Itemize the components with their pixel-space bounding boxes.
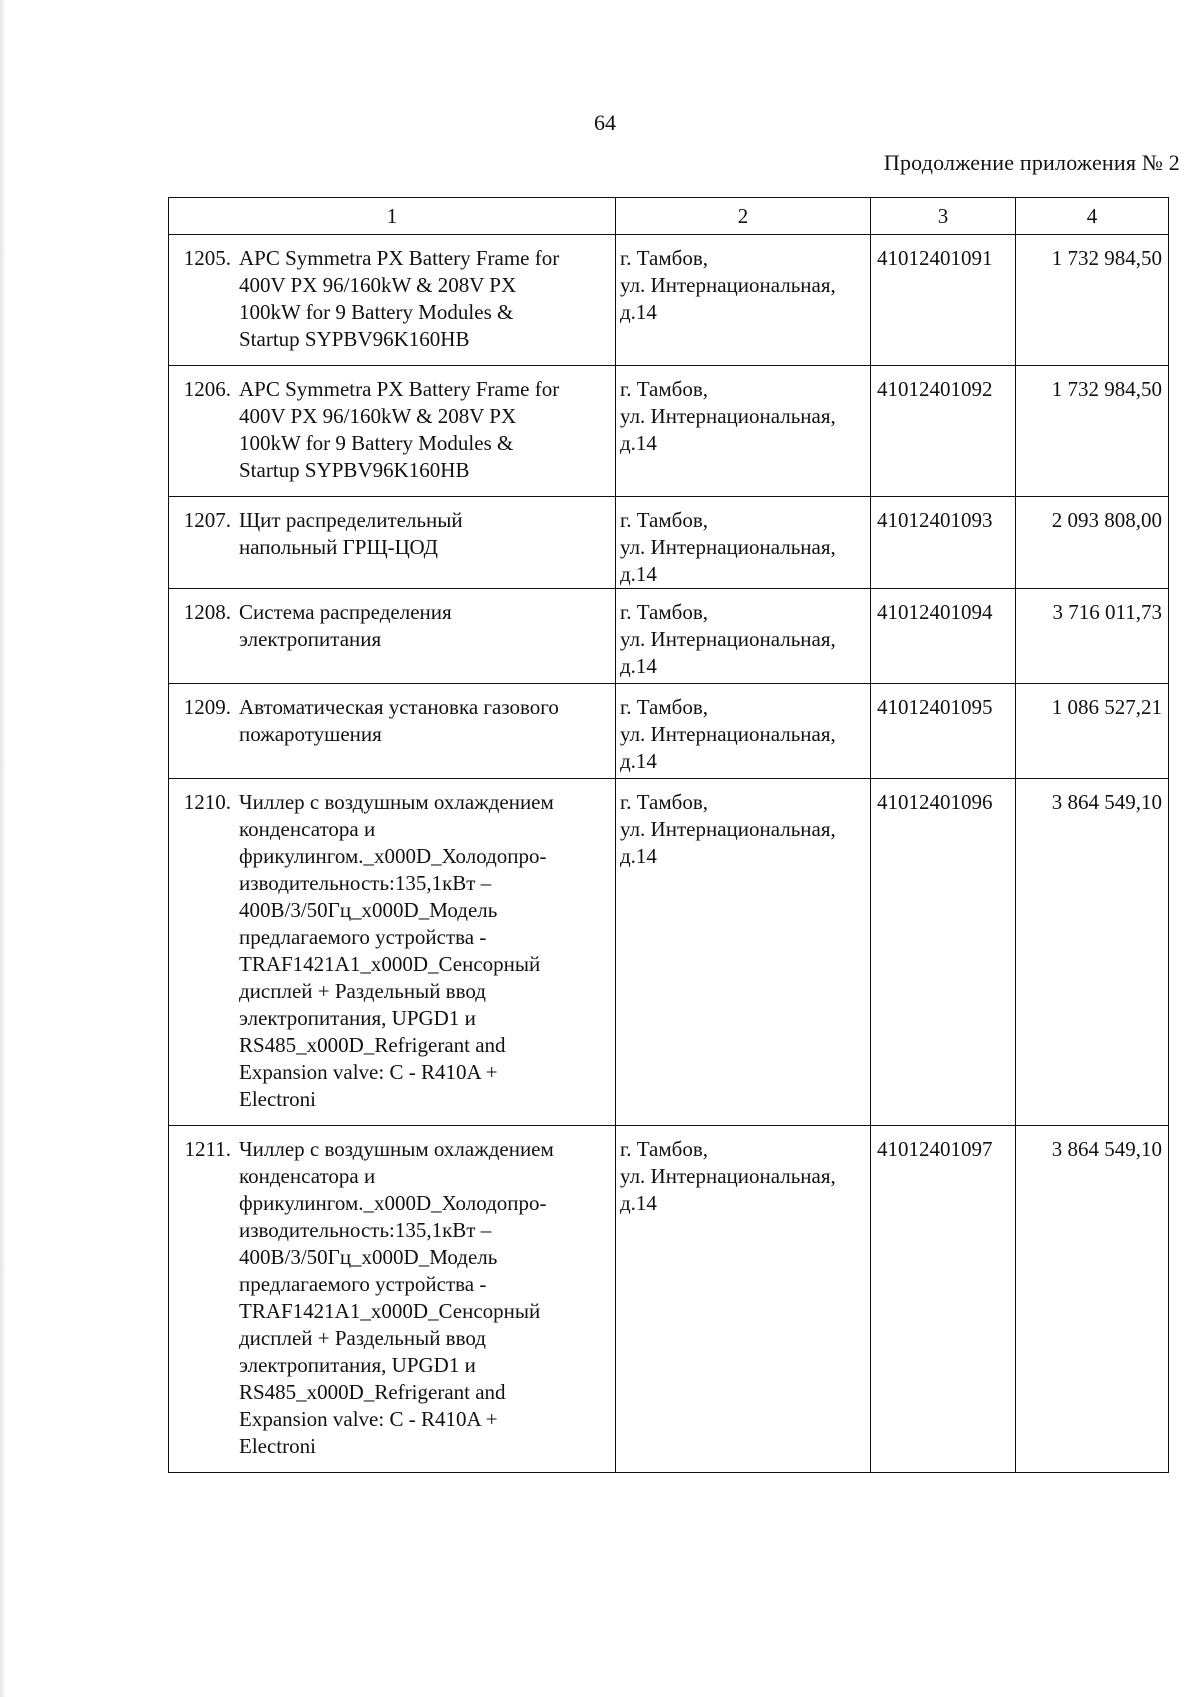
address-line: ул. Интернациональная,	[620, 273, 836, 297]
item-name-line: напольный ГРЩ-ЦОД	[239, 535, 438, 559]
item-name	[239, 599, 611, 653]
item-name-line: дисплей + Раздельный ввод	[239, 979, 486, 1003]
address-line: ул. Интернациональная,	[620, 627, 836, 651]
item-name-line: RS485_x000D_Refrigerant and	[239, 1033, 506, 1057]
address-line: г. Тамбов,	[620, 600, 709, 624]
address-line: г. Тамбов,	[620, 246, 709, 270]
item-name-line: TRAF1421A1_x000D_Сенсорный	[239, 952, 541, 976]
item-name-line: 400V PX 96/160kW & 208V PX	[239, 404, 517, 428]
row-number: 1208.	[183, 600, 231, 624]
address-line: ул. Интернациональная,	[620, 722, 836, 746]
address-line: д.14	[620, 431, 657, 455]
item-name-line: дисплей + Раздельный ввод	[239, 1326, 486, 1350]
balance-value: 2 093 808,00	[1016, 497, 1169, 589]
item-name-line: Щит распределительный	[239, 508, 463, 532]
address-cell	[616, 497, 871, 589]
item-name-cell	[169, 1126, 616, 1473]
item-name	[239, 507, 611, 561]
inventory-number: 41012401095	[871, 684, 1016, 779]
address-line: г. Тамбов,	[620, 377, 709, 401]
address-cell	[616, 366, 871, 497]
balance-value: 3 716 011,73	[1016, 589, 1169, 684]
item-name-cell	[169, 366, 616, 497]
column-header-4: 4	[1016, 198, 1169, 235]
balance-value: 1 732 984,50	[1016, 366, 1169, 497]
address-line: г. Тамбов,	[620, 695, 709, 719]
scan-edge-shadow	[0, 0, 6, 1697]
address-line: г. Тамбов,	[620, 790, 709, 814]
address-cell	[616, 779, 871, 1126]
item-name-cell	[169, 589, 616, 684]
balance-value: 1 732 984,50	[1016, 235, 1169, 366]
item-name-cell	[169, 684, 616, 779]
item-name	[239, 245, 611, 353]
item-name	[239, 376, 611, 484]
inventory-number: 41012401096	[871, 779, 1016, 1126]
item-name-line: 400V PX 96/160kW & 208V PX	[239, 273, 517, 297]
item-name-cell	[169, 497, 616, 589]
address-line: ул. Интернациональная,	[620, 535, 836, 559]
inventory-number: 41012401093	[871, 497, 1016, 589]
address-line: г. Тамбов,	[620, 508, 709, 532]
item-name-line: предлагаемого устройства -	[239, 1272, 487, 1296]
item-name-line: фрикулингом._x000D_Холодопро-	[239, 844, 547, 868]
item-name-line: электропитания, UPGD1 и	[239, 1006, 476, 1030]
item-name	[239, 694, 611, 748]
balance-value: 1 086 527,21	[1016, 684, 1169, 779]
address-line: ул. Интернациональная,	[620, 1164, 836, 1188]
item-name-line: TRAF1421A1_x000D_Сенсорный	[239, 1299, 541, 1323]
table-row	[169, 235, 1169, 366]
address-line: д.14	[620, 654, 657, 678]
address-line: д.14	[620, 562, 657, 586]
item-name-line: 400В/3/50Гц_x000D_Модель	[239, 1245, 498, 1269]
item-name-line: Expansion valve: C - R410A +	[239, 1060, 498, 1084]
item-name-line: Electroni	[239, 1434, 316, 1458]
item-name-line: 400В/3/50Гц_x000D_Модель	[239, 898, 498, 922]
item-name-line: конденсатора и	[239, 1164, 376, 1188]
column-header-3: 3	[871, 198, 1016, 235]
item-name-line: Electroni	[239, 1087, 316, 1111]
row-number: 1206.	[183, 377, 231, 401]
item-name-line: Startup SYPBV96K160HB	[239, 458, 470, 482]
item-name-line: Expansion valve: C - R410A +	[239, 1407, 498, 1431]
address-line: д.14	[620, 844, 657, 868]
row-number: 1207.	[183, 508, 231, 532]
item-name-line: 100kW for 9 Battery Modules &	[239, 431, 514, 455]
item-name-line: RS485_x000D_Refrigerant and	[239, 1380, 506, 1404]
inventory-number: 41012401092	[871, 366, 1016, 497]
address-cell	[616, 589, 871, 684]
table-row	[169, 684, 1169, 779]
item-name	[239, 789, 611, 1113]
inventory-number: 41012401097	[871, 1126, 1016, 1473]
item-name-line: Автоматическая установка газового	[239, 695, 559, 719]
row-number: 1211.	[184, 1137, 231, 1161]
item-name-line: электропитания	[239, 627, 382, 651]
item-name-line: конденсатора и	[239, 817, 376, 841]
table-row	[169, 497, 1169, 589]
address-line: д.14	[620, 1191, 657, 1215]
address-line: ул. Интернациональная,	[620, 404, 836, 428]
row-number: 1209.	[183, 695, 231, 719]
item-name-line: Чиллер с воздушным охлаждением	[239, 1137, 554, 1161]
item-name-line: изводительность:135,1кВт –	[239, 871, 492, 895]
table-row	[169, 366, 1169, 497]
inventory-number: 41012401094	[871, 589, 1016, 684]
balance-value: 3 864 549,10	[1016, 1126, 1169, 1473]
row-number: 1205.	[183, 246, 231, 270]
item-name-line: электропитания, UPGD1 и	[239, 1353, 476, 1377]
address-cell	[616, 684, 871, 779]
table-row	[169, 779, 1169, 1126]
table-header-row	[169, 198, 1169, 235]
item-name-cell	[169, 779, 616, 1126]
column-header-2: 2	[616, 198, 871, 235]
item-name-cell	[169, 235, 616, 366]
item-name-line: Startup SYPBV96K160HB	[239, 327, 470, 351]
appendix-continuation-label: Продолжение приложения № 2	[883, 150, 1180, 175]
item-name-line: 100kW for 9 Battery Modules &	[239, 300, 514, 324]
table-row	[169, 589, 1169, 684]
address-line: д.14	[620, 749, 657, 773]
table-row	[169, 1126, 1169, 1473]
row-number: 1210.	[183, 790, 231, 814]
item-name-line: Система распределения	[239, 600, 452, 624]
page-number: 64	[594, 110, 616, 135]
address-cell	[616, 235, 871, 366]
address-line: ул. Интернациональная,	[620, 817, 836, 841]
item-name-line: APC Symmetra PX Battery Frame for	[239, 377, 560, 401]
item-name-line: Чиллер с воздушным охлаждением	[239, 790, 554, 814]
address-cell	[616, 1126, 871, 1473]
item-name-line: APC Symmetra PX Battery Frame for	[239, 246, 560, 270]
item-name-line: пожаротушения	[239, 722, 382, 746]
column-header-1: 1	[169, 198, 616, 235]
item-name-line: фрикулингом._x000D_Холодопро-	[239, 1191, 547, 1215]
item-name	[239, 1136, 611, 1460]
inventory-number: 41012401091	[871, 235, 1016, 366]
assets-table	[168, 197, 1169, 1473]
item-name-line: изводительность:135,1кВт –	[239, 1218, 492, 1242]
balance-value: 3 864 549,10	[1016, 779, 1169, 1126]
item-name-line: предлагаемого устройства -	[239, 925, 487, 949]
address-line: д.14	[620, 300, 657, 324]
address-line: г. Тамбов,	[620, 1137, 709, 1161]
